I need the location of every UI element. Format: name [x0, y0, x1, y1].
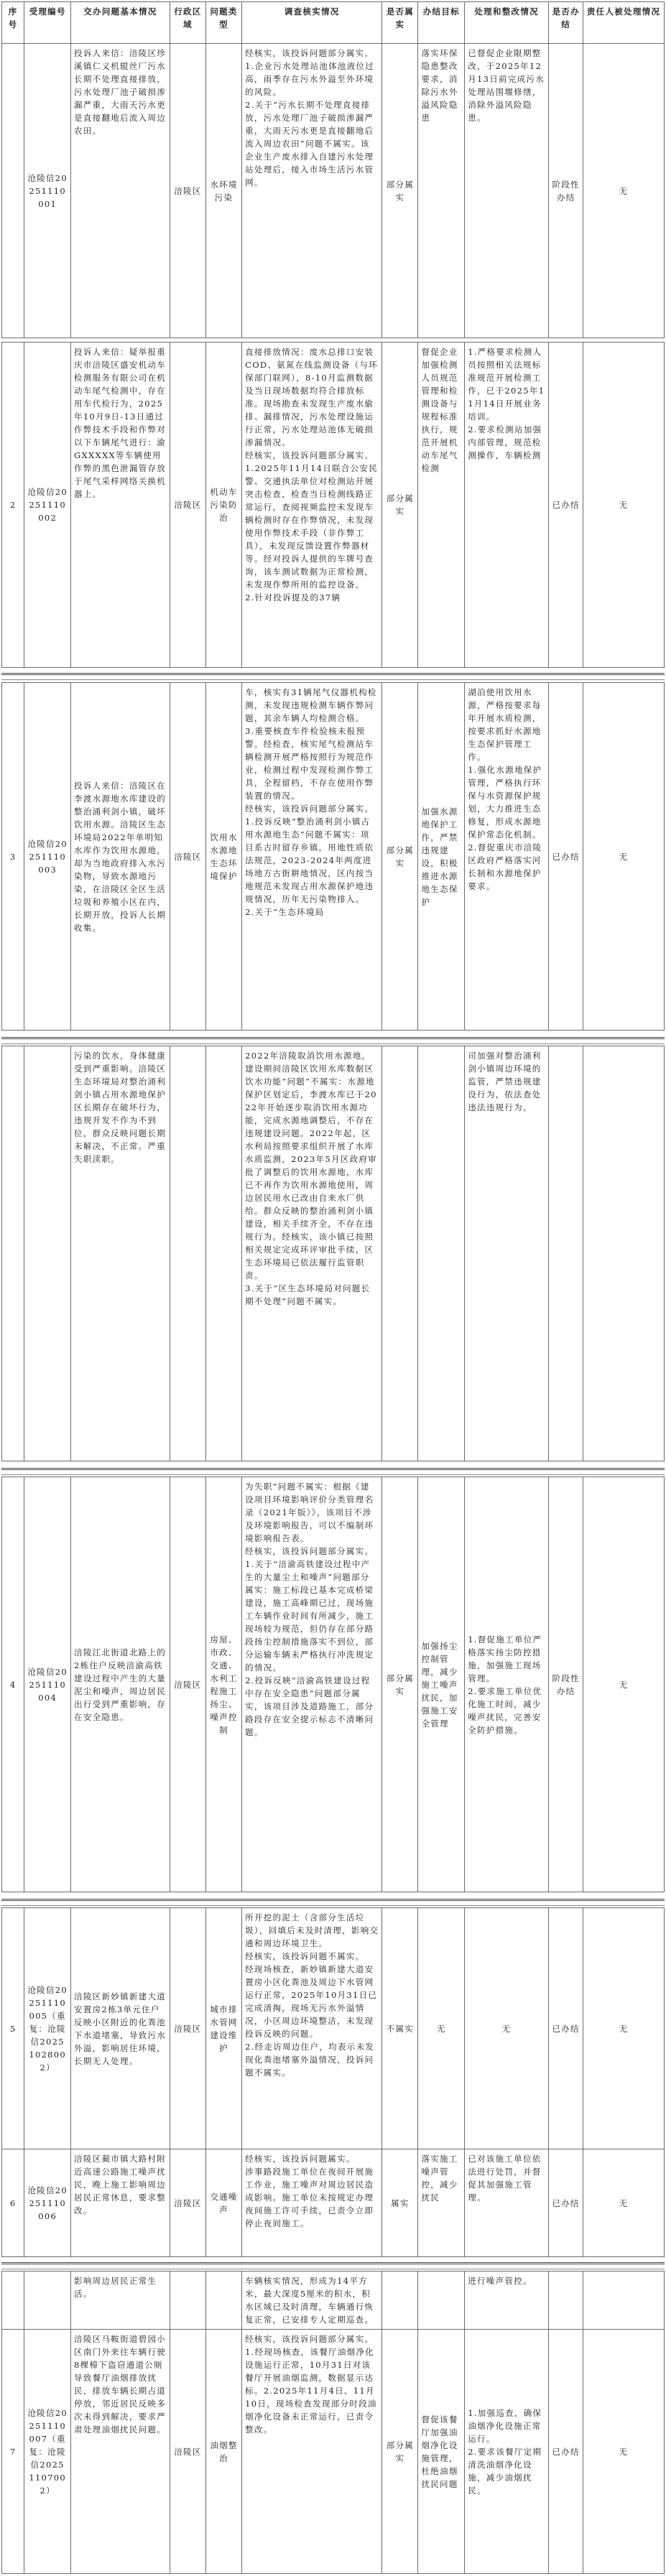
goal-cell: 督促企业加强检测人员规范管理和检测设备与规程标准执行，规范开展机动车尾气检测 — [418, 343, 465, 668]
goal-cell: 无 — [418, 1908, 465, 2149]
header-cell: 是否属实 — [382, 2, 418, 44]
handle-cell: 司加强对整治涌利剑小镇周边环境的监管，严禁违规建设行为，依法查处违法违规行为。 — [465, 1046, 549, 1461]
survey-cell: 经核实，该投诉问题部分属实。 1.企业污水处理站池体池液位过高，雨季存在污水外溢至外环境的风险。 2.关于“污水长期不处理直接排放，污水处理厂池子破损渗漏严重，大雨天污水更是直接翻地后流入周边农田”问题不属实。该企业生产废水排入自建污水处理站处理后，接入市场生活污水管网。 — [242, 44, 382, 338]
real-cell: 部分属实 — [382, 683, 418, 1031]
survey-cell: 车，核实有31辆尾气仪器机构检测，未发现违规检测车辆作弊问题，其余车辆人均检测合格。 3.重要核查车件检验核未报预警。经检查，核实尾气检测站车辆检测开展严格按照行为规范作业，检测过程中发现检测作弊工具，全程留档，不存在使用作弊装置的情况。 经核实，该投诉问题部分属实。 1.投诉反映“整治涌利剑小镇占用水源地生态”问题不属实：项目系古时留存乡镇，用地性质依法规范，2023-2024年两度进场地方古街耕地情况，区内按当地规范未发现占用水源保护地违规情况，历年无污染物排入。 2.关于“生态环境局 — [242, 683, 382, 1031]
table-block-6 — [1, 1907, 665, 2257]
header-cell: 办结目标 — [418, 2, 465, 44]
basic-cell: 涪陵区马鞍街道碧园小区南门外来往车辆行驶8棵樟下盗窃通道公厕导致餐厅油烟排放扰民，排放车辆长期占道停放，邻近居民反映多次未得到解决，要求严肃处理油烟扰民问题。 — [71, 2330, 170, 2574]
real-cell: 部分属实 — [382, 343, 418, 668]
table-block-4 — [1, 1046, 665, 1461]
page-break — [1, 1468, 665, 1475]
table-row — [2, 343, 665, 668]
goal-cell: 落实环保隐患整改要求，消除污水外溢风险隐患 — [418, 44, 465, 338]
id-cell: 沧陵信20251110003 — [24, 683, 71, 1031]
handle-cell: 1.督促施工单位严格落实扬尘防控措施，加强施工现场管理。 2.要求施工单位优化施工时间，减少噪声扰民，完善安全防护措施。 — [465, 1477, 549, 1892]
area-cell: 涪陵区 — [170, 683, 205, 1031]
seq-cell: 4 — [2, 1477, 24, 1892]
basic-cell: 涪陵江北街道北路上的2栋住户反映涪渝高铁建设过程中产生的大量泥尘和噪声，周边居民出行受到严重影响，存在安全隐患。 — [71, 1477, 170, 1892]
done-cell: 已办结 — [549, 2330, 583, 2574]
resp-cell: 无 — [583, 1477, 665, 1892]
seq-cell: 5 — [2, 1908, 24, 2149]
basic-cell: 投诉人来信：涪陵区在李渡水源地水库建设的整治涌利剑小镇，破坏饮用水源。涪陵区生态环境局2022年单明知水库作为饮用水源地，却为当地政府排入水污染物，导致水源地污染，在涪陵区全区生活垃圾和养殖小区在内，长期开放，投诉人长期收集。 — [71, 683, 170, 1031]
id-cell: 沧陵信20251110004 — [24, 1477, 71, 1892]
table-block-1 — [1, 1, 665, 338]
type-cell: 城市排水管网建设维护 — [205, 1908, 241, 2149]
real-cell: 部分属实 — [382, 2330, 418, 2574]
table-block-7 — [1, 2271, 665, 2574]
real-cell: 属实 — [382, 2149, 418, 2257]
goal-cell: 加强扬尘控制管理，减少施工噪声扰民，加强施工安全管理 — [418, 1477, 465, 1892]
real-cell: 不属实 — [382, 1908, 418, 2149]
type-cell: 房屋、市政、交通、水利工程施工扬尘、噪声控制 — [205, 1477, 241, 1892]
table-block-3 — [1, 682, 665, 1031]
page-break — [1, 1899, 665, 1906]
seq-cell — [2, 44, 24, 338]
survey-cell: 经核实，该投诉问题部分属实。 1.经现场核查，该餐厅油烟净化设施运行正常，10月31日对该餐厅开展油烟监测，数据显示达标。2.2025年11月4日、11月10日，现场检查发现部分时段油烟净化设备未正常运行，已责令整改。 — [242, 2330, 382, 2574]
survey-cell: 直接排放情况：废水总排口安装COD、氨氮在线监测设备（与环保部门联网），8-10月监测数据及当日现场数据均符合排放标准。现场勘查未发现生产废水偷排、漏排情况，污水处理设施运行正常，污水处理站池体无破损渗漏情况。 经核实，该投诉问题部分属实。 1.2025年11月14日联合公安民警、交通执法单位对检测站开展突击检查，检查当日检测线路正常运行，查阅视频监控未发现车辆检测时存在作弊情况，未发现使用作弊技术手段（非作弊工具），未发现反馈设置作弊器材等。经对投诉人提供的车牌号查询，该车测试数据为正常检测，未发现作弊所用的监控设备。 2.针对投诉提及的37辆 — [242, 343, 382, 668]
resp-cell — [583, 1046, 665, 1461]
seq-cell — [2, 1046, 24, 1461]
header-cell: 责任人被处理情况 — [583, 2, 665, 44]
area-cell — [170, 2272, 205, 2330]
done-cell: 已办结 — [549, 1908, 583, 2149]
resp-cell: 无 — [583, 1908, 665, 2149]
seq-cell: 7 — [2, 2330, 24, 2574]
type-cell: 机动车污染防治 — [205, 343, 241, 668]
resp-cell — [583, 2272, 665, 2330]
area-cell: 涪陵区 — [170, 2330, 205, 2574]
table-row — [2, 2149, 665, 2257]
done-cell — [549, 1046, 583, 1461]
area-cell: 涪陵区 — [170, 2149, 205, 2257]
goal-cell: 加强水源地保护工作，严禁违规建设，积极推进水源地生态保护 — [418, 683, 465, 1031]
page-break — [1, 1037, 665, 1044]
handle-cell: 进行噪声管控。 — [465, 2272, 549, 2330]
area-cell: 涪陵区 — [170, 44, 205, 338]
table-row — [2, 683, 665, 1031]
survey-cell: 所开挖的泥土（含部分生活垃圾），回填后未及时清理，影响交通和周边环境卫生。 经核实，该投诉问题不属实。 经现场核查，新妙镇新建大道安置房小区化粪池及周边下水管网运行正常，2025年10月31日已完成清掏，现场无污水外溢情况，小区周边环境整洁，未发现投诉反映的问题。 2.经走访周边住户，均表示未发现化粪池堵塞外溢情况，投诉问题不属实。 — [242, 1908, 382, 2149]
id-cell: 沧陵信20251110002 — [24, 343, 71, 668]
goal-cell: 落实施工噪声管控，减少扰民 — [418, 2149, 465, 2257]
done-cell — [549, 2272, 583, 2330]
resp-cell: 无 — [583, 683, 665, 1031]
seq-cell: 3 — [2, 683, 24, 1031]
basic-cell: 污染的饮水，身体健康受到严重影响。涪陵区生态环境局对整治涌利剑小镇占用水源地保护区长期存在破坏行为，违规开发不作为不到位，群众反映问题长期未解决，不正常。严重失职渎职。 — [71, 1046, 170, 1461]
real-cell — [382, 2272, 418, 2330]
id-cell — [24, 2272, 71, 2330]
basic-cell: 投诉人来信：涪陵区珍溪镇仁义机辊丝厂污水长期不处理直接排放，污水处理厂池子破损渗漏严重，大雨天污水更是直接翻地后流入周边农田。 — [71, 44, 170, 338]
handle-cell: 湖泊使用饮用水源，严格按要求每年开展水质检测，按要求抓好水源地生态保护管理工作。 1.强化水源地保护管理，严格执行环保与水资源保护规划，大力推进生态修复，形成水源地保护常态化机制。 2.督促重庆市涪陵区政府严格落实河长制和水源地保护要求。 — [465, 683, 549, 1031]
basic-cell: 投诉人来信：疑举报重庆市涪陵区盛安机动车检测服务有限公司在机动车尾气检测中，存在用车代检行为，2025年10月9日-13日通过作弊技术手段和作弊对以下车辆尾气进行：渝GXXXXX等车辆使用作弊的黑色泄漏管存放于尾气采样网络关换机器上。 — [71, 343, 170, 668]
page-break — [1, 2262, 665, 2269]
handle-cell: 已对该施工单位依法进行处罚，并督促其加强施工管理。 — [465, 2149, 549, 2257]
basic-cell: 涪陵区蔺市镇大路村附近高速公路施工噪声扰民，晚上施工影响周边居民正常休息，要求整改。 — [71, 2149, 170, 2257]
basic-cell: 影响周边居民正常生活。 — [71, 2272, 170, 2330]
type-cell: 水环境污染 — [205, 44, 241, 338]
seq-cell: 2 — [2, 343, 24, 668]
goal-cell — [418, 2272, 465, 2330]
header-cell: 行政区域 — [170, 2, 205, 44]
type-cell: 交通噪声 — [205, 2149, 241, 2257]
table-row — [2, 1046, 665, 1461]
survey-cell: 2022年涪陵取消饮用水源地，建设期间涪陵区饮用水库数据区饮水功能“问题”不属实：水源地保护区划定后，李渡水库已于2022年开始逐步取消饮用水源功能，完成水源地调整后，不存在违规建设问题。2022年起，区水利局按照要求组织开展了水库水质监测，2023年5月区政府审批了调整后的饮用水源地，水库已不再作为饮用水源地使用，周边居民用水已改由自来水厂供给。群众反映的整治涌利剑小镇建设，相关手续齐全，不存在违规行为。经核实，该小镇已按照相关规定完成环评审批手续，区生态环境局已依法履行监管职责。 3.关于“区生态环境局对问题长期不处理”问题不属实。 — [242, 1046, 382, 1461]
type-cell: 饮用水水源地生态环境保护 — [205, 683, 241, 1031]
resp-cell: 无 — [583, 2149, 665, 2257]
header-row — [2, 2, 665, 44]
real-cell: 部分属实 — [382, 44, 418, 338]
id-cell: 沧陵信20251110007（重复：沧陵信20251107002） — [24, 2330, 71, 2574]
table-block-5 — [1, 1477, 665, 1892]
survey-cell: 为失职“问题不属实：根据《建设项目环境影响评价分类管理名录（2021年版）》，该项目不涉及环境影响报告，可以不编制环境影响报告表。 经核实，该投诉问题部分属实。 1.关于“涪渝高铁建设过程中产生的大量尘土和噪声”问题部分属实：施工标段已基本完成桥梁建设，施工高峰期已过，现场施工车辆作业时间有所减少，施工现场较为规范，但仍存在部分路段扬尘控制措施落实不到位，部分运输车辆未严格执行冲洗规定的情况。 2.投诉反映“涪渝高铁建设过程中存在安全隐患”问题部分属实，该项目涉及道路施工，部分路段存在安全提示标志不清晰问题。 — [242, 1477, 382, 1892]
seq-cell: 6 — [2, 2149, 24, 2257]
type-cell: 油烟整治 — [205, 2330, 241, 2574]
header-cell: 序号 — [2, 2, 24, 44]
header-cell: 受理编号 — [24, 2, 71, 44]
id-cell: 沧陵信20251110005（重复：沧陵信20251028002） — [24, 1908, 71, 2149]
handle-cell: 1.加强巡查，确保油烟净化设施正常运行。 2.要求该餐厅定期清洗油烟净化设施，减少油烟扰民。 — [465, 2330, 549, 2574]
table-row — [2, 2272, 665, 2330]
seq-cell — [2, 2272, 24, 2330]
id-cell: 沧陵信20251110001 — [24, 44, 71, 338]
header-cell: 调查核实情况 — [242, 2, 382, 44]
resp-cell: 无 — [583, 2330, 665, 2574]
table-block-2 — [1, 342, 665, 668]
header-cell: 问题类型 — [205, 2, 241, 44]
area-cell: 涪陵区 — [170, 343, 205, 668]
handle-cell: 1.严格要求检测人员按照相关法规标准规范开展检测工作，已于2025年11月14日开展业务培训。 2.要求检测站加强内部管理，规范检测操作，车辆检测 — [465, 343, 549, 668]
table-row — [2, 2330, 665, 2574]
area-cell: 涪陵区 — [170, 1477, 205, 1892]
id-cell — [24, 1046, 71, 1461]
area-cell: 涪陵区 — [170, 1908, 205, 2149]
id-cell: 沧陵信20251110006 — [24, 2149, 71, 2257]
goal-cell: 督促该餐厅加强油烟净化设施管理，杜绝油烟扰民问题 — [418, 2330, 465, 2574]
done-cell: 已办结 — [549, 683, 583, 1031]
table-row — [2, 1477, 665, 1892]
table-row — [2, 1908, 665, 2149]
area-cell — [170, 1046, 205, 1461]
goal-cell — [418, 1046, 465, 1461]
type-cell — [205, 1046, 241, 1461]
resp-cell: 无 — [583, 44, 665, 338]
handle-cell: 无 — [465, 1908, 549, 2149]
page-break — [1, 673, 665, 680]
real-cell — [382, 1046, 418, 1461]
header-cell: 交办问题基本情况 — [71, 2, 170, 44]
header-cell: 处理和整改情况 — [465, 2, 549, 44]
survey-cell: 经核实，该投诉问题属实。 涉事路段施工单位在夜间开展施工作业，施工噪声对周边居民造成影响。施工单位未按规定办理夜间施工许可手续，已责令立即停止夜间施工。 — [242, 2149, 382, 2257]
done-cell: 已办结 — [549, 2149, 583, 2257]
done-cell: 阶段性办结 — [549, 1477, 583, 1892]
header-cell: 是否办结 — [549, 2, 583, 44]
basic-cell: 涪陵区新妙镇新建大道安置房2栋3单元住户反映小区附近的化粪池下水道堵塞，导致污水外溢，影响居住环境，长期无人处理。 — [71, 1908, 170, 2149]
survey-cell: 车辆核实情况，形成为14平方米，最大深度5厘米的积水，积水区域已及时清理，车辆通行恢复正常，已安排专人定期巡查。 — [242, 2272, 382, 2330]
type-cell — [205, 2272, 241, 2330]
real-cell: 部分属实 — [382, 1477, 418, 1892]
handle-cell: 已督促企业限期整改，于2025年12月13日前完成污水处理站围堰修缮，消除外溢风险隐患。 — [465, 44, 549, 338]
done-cell: 阶段性办结 — [549, 44, 583, 338]
table-row — [2, 44, 665, 338]
resp-cell: 无 — [583, 343, 665, 668]
done-cell: 已办结 — [549, 343, 583, 668]
